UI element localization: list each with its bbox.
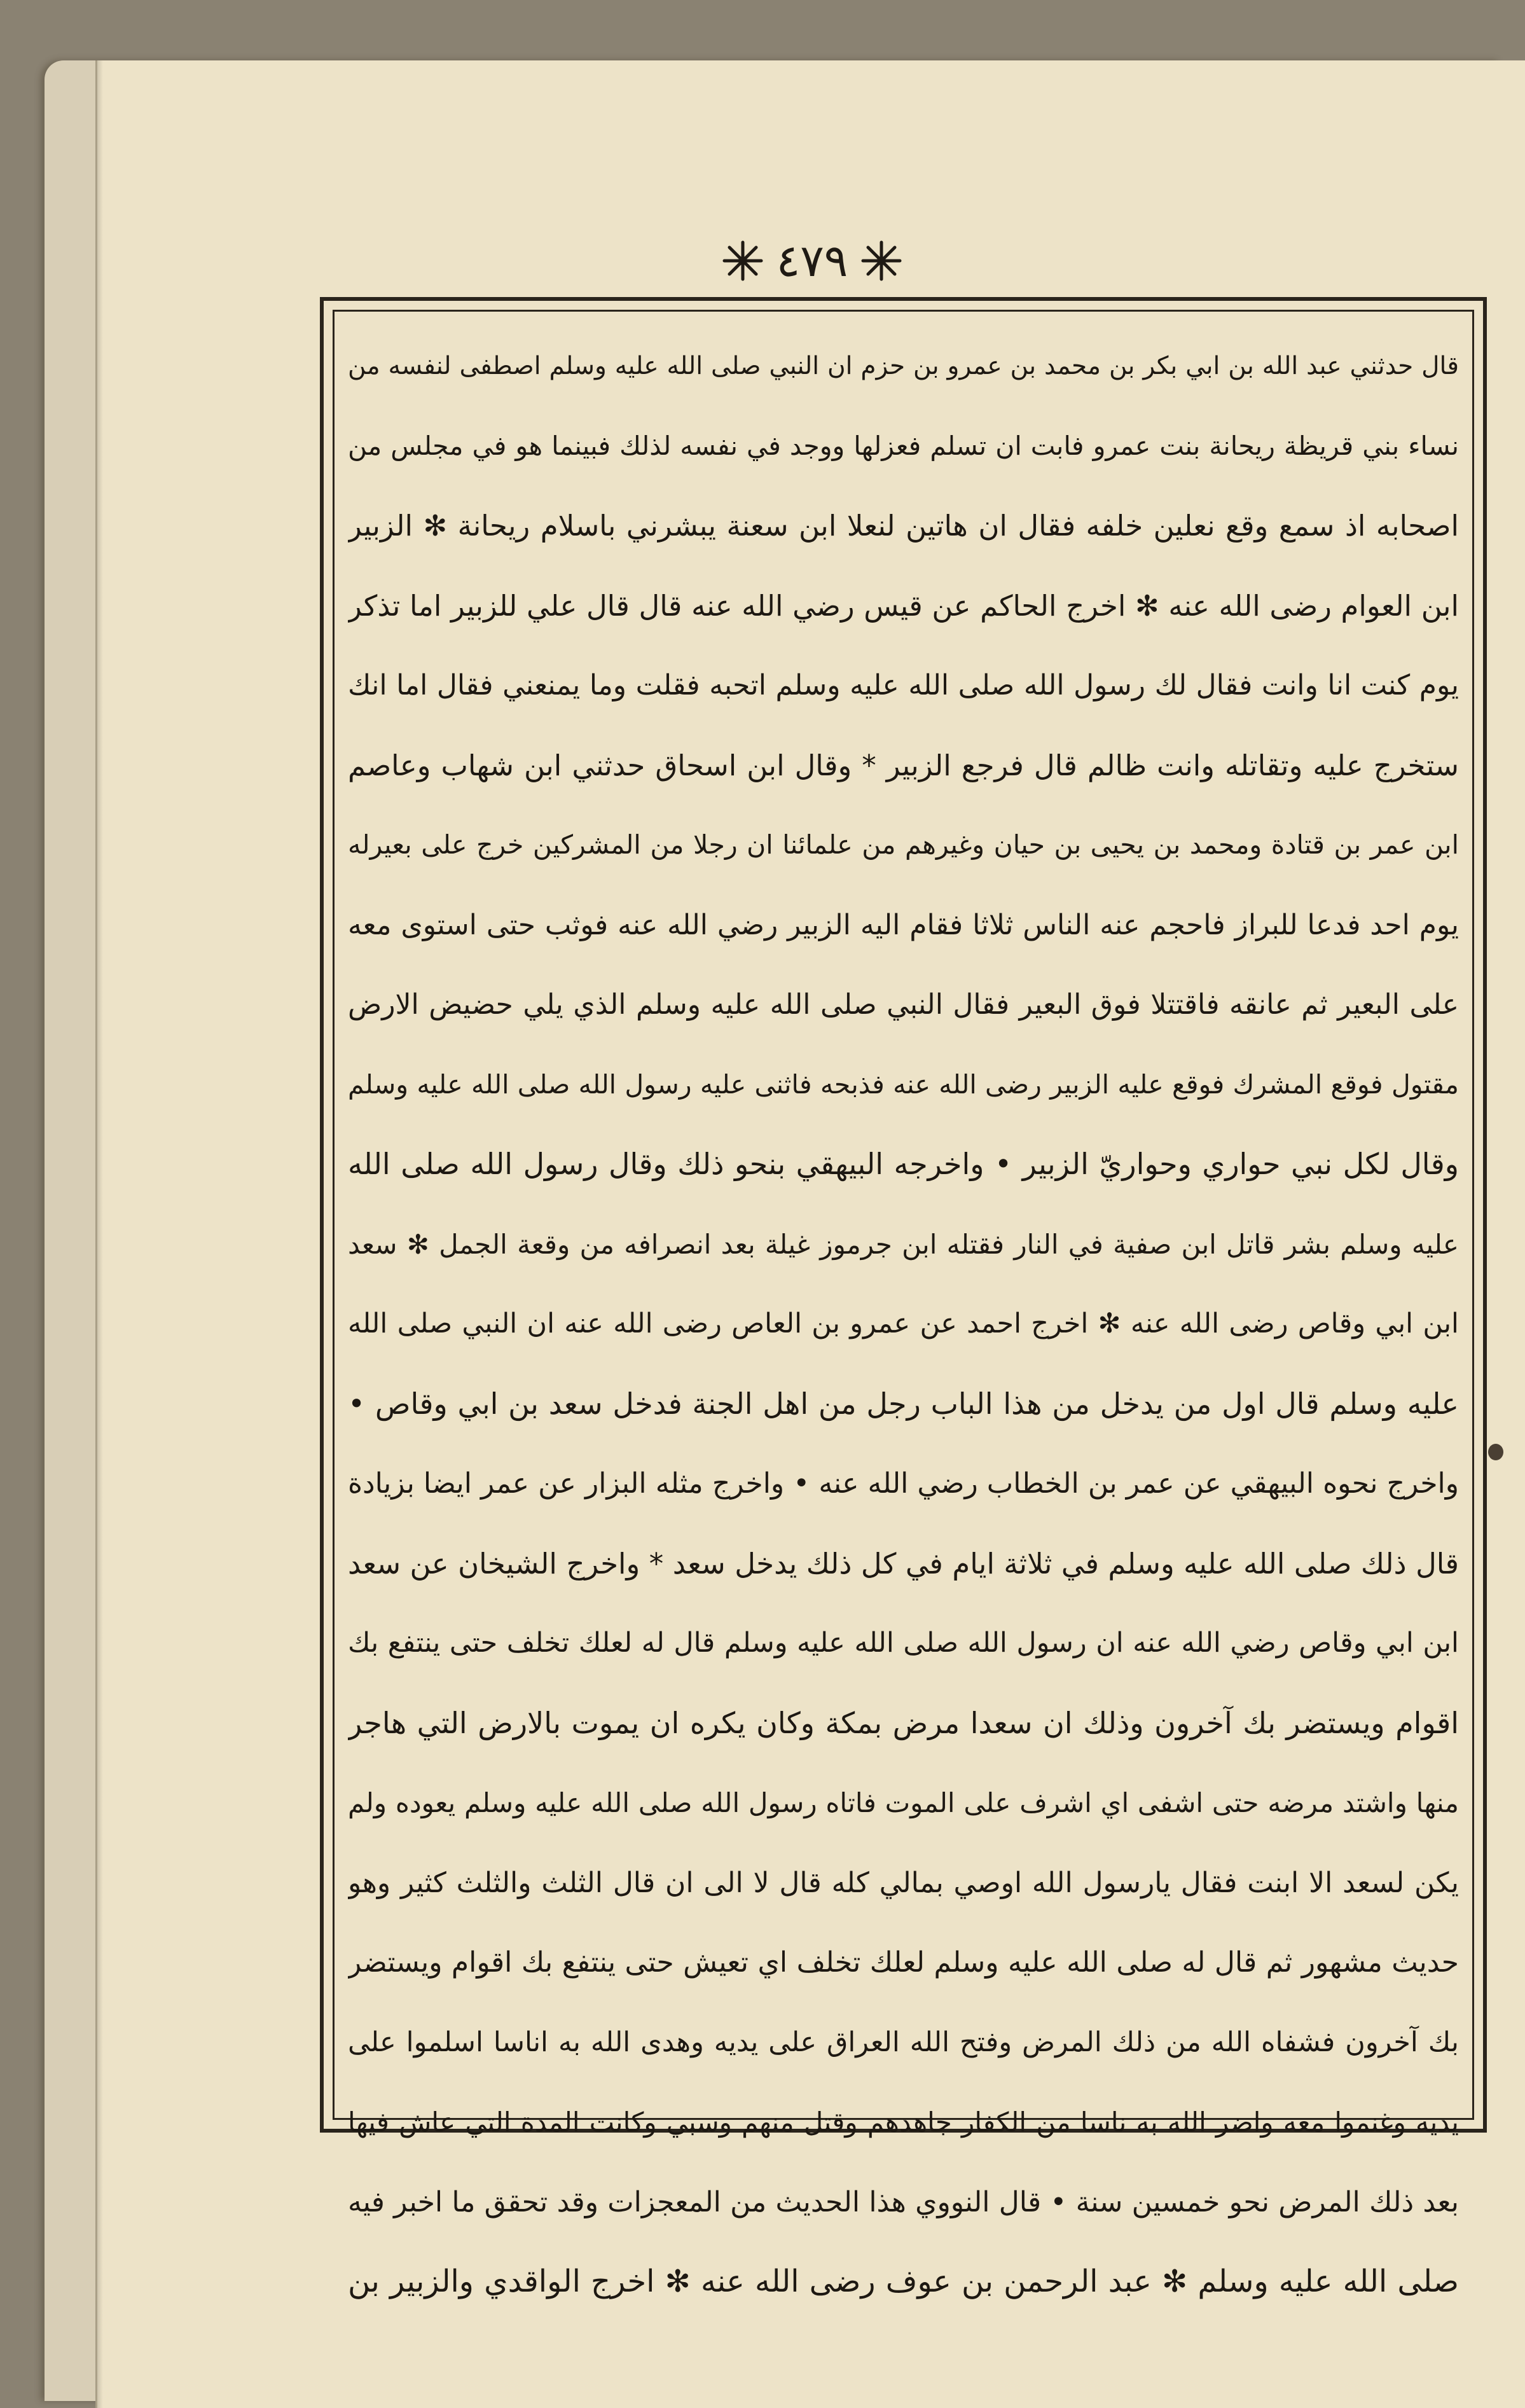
text-line: بك آخرون فشفاه الله من ذلك المرض وفتح الله العراق على يديه وهدى الله به اناسا اسلموا على — [348, 2026, 1459, 2058]
text-line: وقال لكل نبي حواري وحواريّ الزبير • واخرجه البيهقي بنحو ذلك وقال رسول الله صلى الله — [348, 1147, 1459, 1181]
text-line: ابن ابي وقاص رضي الله عنه ان رسول الله صلى الله عليه وسلم قال له لعلك تخلف حتى ينتفع بك — [348, 1627, 1459, 1659]
text-line: يكن لسعد الا ابنت فقال يارسول الله اوصي بمالي كله قال لا الى ان قال الثلث والثلث كثير وهو — [348, 1866, 1459, 1899]
text-line: منها واشتد مرضه حتى اشفى اي اشرف على الموت فاتاه رسول الله صلى الله عليه وسلم يعوده ولم — [348, 1787, 1459, 1818]
book-page — [95, 60, 1525, 2408]
text-line: يديه وغنموا معه واضر الله به ناسا من الكفار جاهدهم وقتل منهم وسبي وكانت المدة التي عاش فيها — [348, 2107, 1459, 2138]
text-line: قال حدثني عبد الله بن ابي بكر بن محمد بن عمرو بن حزم ان النبي صلى الله عليه وسلم اصطفى لنفسه من — [348, 352, 1459, 380]
text-line: اصحابه اذ سمع وقع نعلين خلفه فقال ان هاتين لنعلا ابن سعنة يبشرني باسلام ريحانة ✻ الزبير — [348, 509, 1459, 543]
text-line: ابن العوام رضى الله عنه ✻ اخرج الحاكم عن قيس رضي الله عنه قال قال علي للزبير اما تذكر — [348, 588, 1459, 623]
text-line: قال ذلك صلى الله عليه وسلم في ثلاثة ايام في كل ذلك يدخل سعد * واخرج الشيخان عن سعد — [348, 1546, 1459, 1581]
text-line: اقوام ويستضر بك آخرون وذلك ان سعدا مرض بمكة وكان يكره ان يموت بالارض التي هاجر — [348, 1705, 1459, 1740]
text-line: يوم احد فدعا للبراز فاحجم عنه الناس ثلاثا فقام اليه الزبير رضي الله عنه فوثب حتى استوى معه — [348, 908, 1459, 941]
star-flower-ornament-icon — [859, 239, 904, 283]
page-number: ٤٧٩ — [776, 235, 848, 287]
text-line: حديث مشهور ثم قال له صلى الله عليه وسلم لعلك تخلف اي تعيش حتى ينتفع بك اقوام ويستضر — [348, 1946, 1459, 1979]
text-line: ستخرج عليه وتقاتله وانت ظالم قال فرجع الزبير * وقال ابن اسحاق حدثني ابن شهاب وعاصم — [348, 748, 1459, 782]
text-line: نساء بني قريظة ريحانة بنت عمرو فابت ان تسلم فعزلها ووجد في نفسه لذلك فبينما هو في مجلس من — [348, 430, 1459, 461]
text-line: عليه وسلم بشر قاتل ابن صفية في النار فقتله ابن جرموز غيلة بعد انصرافه من وقعة الجمل ✻ سعد — [348, 1228, 1459, 1260]
text-line: يوم كنت انا وانت فقال لك رسول الله صلى الله عليه وسلم اتحبه فقلت وما يمنعني فقال اما انك — [348, 669, 1459, 702]
text-line: صلى الله عليه وسلم ✻ عبد الرحمن بن عوف رضى الله عنه ✻ اخرج الواقدي والزبير بن — [348, 2264, 1459, 2299]
ink-blot — [1488, 1444, 1503, 1460]
text-line: واخرج نحوه البيهقي عن عمر بن الخطاب رضي الله عنه • واخرج مثله البزار عن عمر ايضا بزيادة — [348, 1467, 1459, 1500]
text-line: ابن عمر بن قتادة ومحمد بن يحيى بن حيان وغيرهم من علمائنا ان رجلا من المشركين خرج على بعيرله — [348, 829, 1459, 860]
star-flower-ornament-icon — [721, 239, 765, 283]
text-line: عليه وسلم قال اول من يدخل من هذا الباب رجل من اهل الجنة فدخل سعد بن ابي وقاص • — [348, 1386, 1459, 1421]
text-block — [348, 326, 1459, 2299]
text-frame — [320, 297, 1487, 2299]
text-line: ابن ابي وقاص رضى الله عنه ✻ اخرج احمد عن عمرو بن العاص رضى الله عنه ان النبي صلى الله — [348, 1308, 1459, 1339]
text-line: مقتول فوقع المشرك فوقع عليه الزبير رضى الله عنه فذبحه فاثنى عليه رسول الله صلى الله عليه وسلم — [348, 1069, 1459, 1100]
page-header — [97, 232, 1525, 289]
text-line: بعد ذلك المرض نحو خمسين سنة • قال النووي هذا الحديث من المعجزات وقد تحقق ما اخبر فيه — [348, 2185, 1459, 2218]
page-gutter-shadow — [95, 60, 103, 2408]
text-line: على البعير ثم عانقه فاقتتلا فوق البعير فقال النبي صلى الله عليه وسلم الذي يلي حضيض الارض — [348, 988, 1459, 1021]
